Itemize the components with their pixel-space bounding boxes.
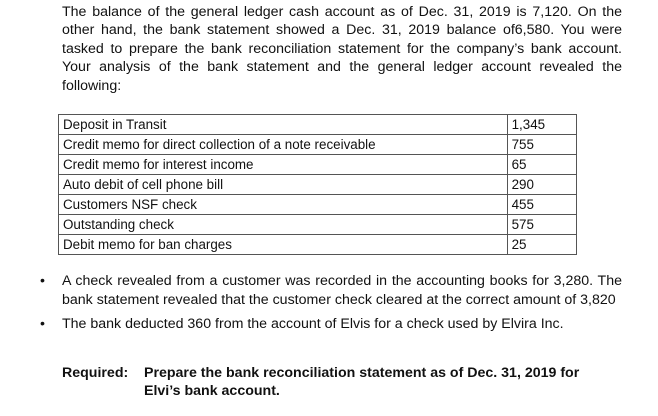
bullet-text: A check revealed from a customer was recorded in the accounting books for 3,280. The bank statement revealed that the customer check cleared at the correct amount of 3,820	[62, 273, 622, 308]
table-row	[59, 195, 577, 215]
table-row	[59, 175, 577, 195]
item-amount: 455	[507, 195, 576, 215]
item-amount: 65	[507, 155, 576, 175]
required-instruction	[62, 364, 622, 401]
item-amount: 755	[507, 135, 576, 155]
table-row	[59, 155, 577, 175]
required-label: Required:	[62, 365, 129, 381]
item-amount: 290	[507, 175, 576, 195]
additional-facts-list	[40, 272, 622, 340]
item-description: Deposit in Transit	[59, 115, 508, 135]
bullet-icon: •	[40, 273, 45, 289]
list-item	[40, 315, 622, 334]
required-line-2: Elvi’s bank account.	[144, 383, 280, 400]
table-row	[59, 215, 577, 235]
item-description: Credit memo for interest income	[59, 155, 508, 175]
bullet-icon: •	[40, 316, 45, 333]
table-row	[59, 235, 577, 255]
item-description: Debit memo for ban charges	[59, 235, 508, 255]
item-description: Auto debit of cell phone bill	[59, 175, 508, 195]
item-description: Credit memo for direct collection of a note receivable	[59, 135, 508, 155]
intro-paragraph: The balance of the general ledger cash account as of Dec. 31, 2019 is 7,120. On the other hand, the bank statement showed a Dec. 31, 2019 balance of6,580. You were tasked to prepare the bank reconciliation statement for the company’s bank account. Your analysis of the bank statement and the general ledger account revealed the following:	[62, 4, 622, 94]
item-amount: 1,345	[507, 115, 576, 135]
item-description: Customers NSF check	[59, 195, 508, 215]
table-row	[59, 135, 577, 155]
table-row	[59, 115, 577, 135]
required-line-1: Prepare the bank reconciliation statement as of Dec. 31, 2019 for	[144, 365, 580, 381]
list-item	[40, 272, 622, 309]
bullet-text: The bank deducted 360 from the account of Elvis for a check used by Elvira Inc.	[62, 316, 564, 333]
item-amount: 575	[507, 215, 576, 235]
item-description: Outstanding check	[59, 215, 508, 235]
reconciliation-items-table	[58, 114, 577, 255]
item-amount: 25	[507, 235, 576, 255]
